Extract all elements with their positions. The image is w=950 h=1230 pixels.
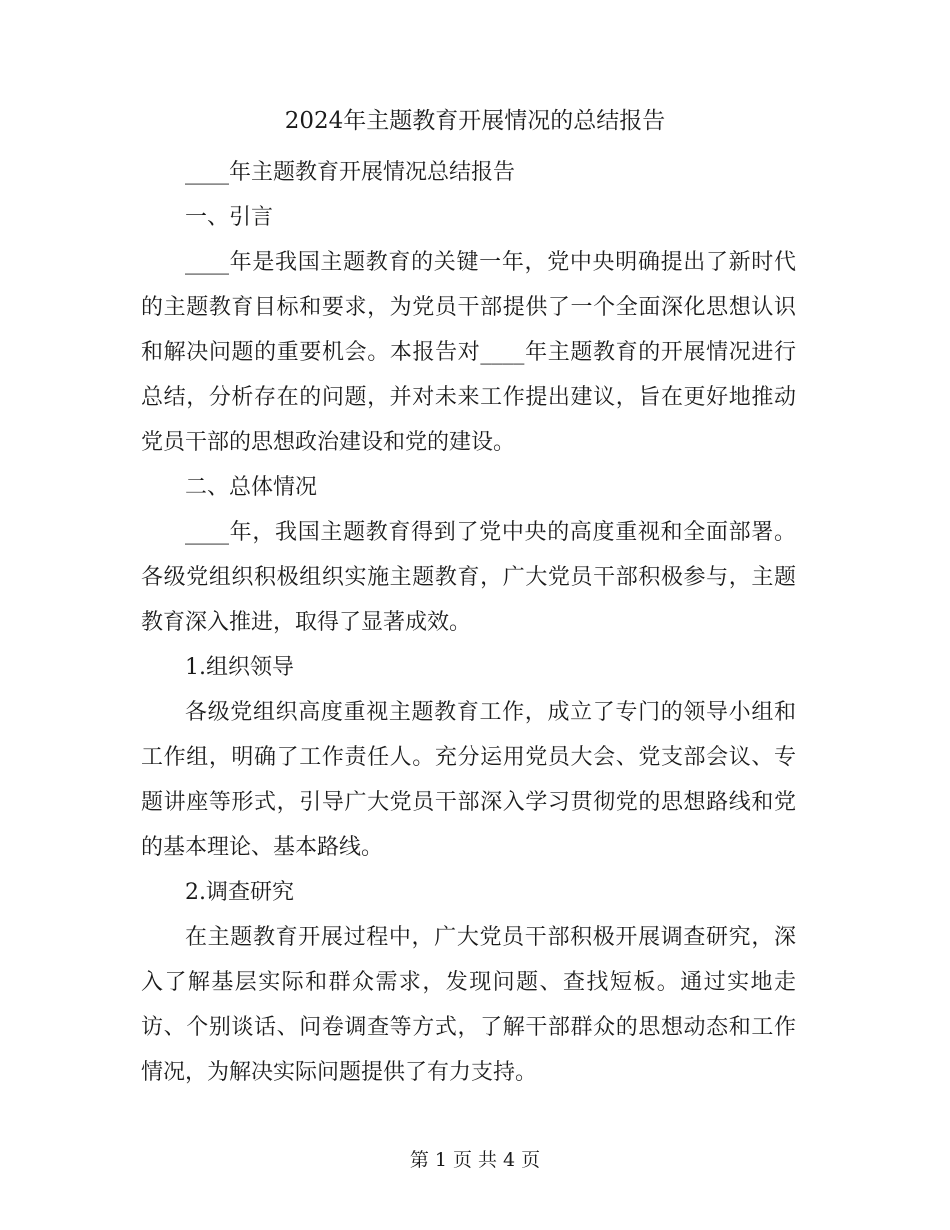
organization-paragraph: 各级党组织高度重视主题教育工作，成立了专门的领导小组和工作组，明确了工作责任人。充分运用党员大会、党支部会议、专题讲座等形式，引导广大党员干部深入学习贯彻党的思想路线和党的基本理论、基本路线。 xyxy=(141,700,796,860)
overview-paragraph: ____年，我国主题教育得到了党中央的高度重视和全面部署。各级党组织积极组织实施主题教育，广大党员干部积极参与，主题教育深入推进，取得了显著成效。 xyxy=(141,520,796,635)
subsection-heading-organization: 1.组织领导 xyxy=(185,655,294,680)
section-heading-introduction: 一、引言 xyxy=(185,205,274,230)
section-heading-overview: 二、总体情况 xyxy=(185,475,318,500)
subsection-heading-research: 2.调查研究 xyxy=(185,880,294,905)
document-body xyxy=(141,150,796,1095)
subtitle-paragraph: ____年主题教育开展情况总结报告 xyxy=(185,160,516,185)
research-paragraph: 在主题教育开展过程中，广大党员干部积极开展调查研究，深入了解基层实际和群众需求，发现问题、查找短板。通过实地走访、个别谈话、问卷调查等方式，了解干部群众的思想动态和工作情况，为解决实际问题提供了有力支持。 xyxy=(141,925,796,1085)
page-number-footer: 第 1 页 共 4 页 xyxy=(409,1149,541,1171)
document-title: 2024年主题教育开展情况的总结报告 xyxy=(284,108,666,134)
introduction-paragraph: ____年是我国主题教育的关键一年，党中央明确提出了新时代的主题教育目标和要求，为党员干部提供了一个全面深化思想认识和解决问题的重要机会。本报告对____年主题教育的开展情况进行总结，分析存在的问题，并对未来工作提出建议，旨在更好地推动党员干部的思想政治建设和党的建设。 xyxy=(141,250,796,455)
